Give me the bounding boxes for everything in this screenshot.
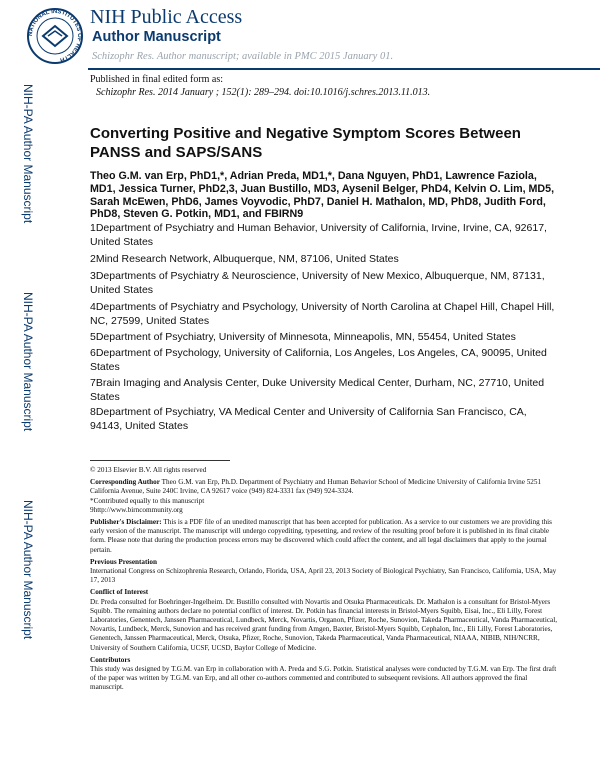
- affiliation-6: 6Department of Psychology, University of California, Los Angeles, Los Angeles, CA, 90095, United States: [90, 347, 547, 373]
- affiliation-2: 2Mind Research Network, Albuquerque, NM, 87106, United States: [90, 253, 399, 265]
- affiliation-5: 5Department of Psychiatry, University of Minnesota, Minneapolis, MN, 55454, United States: [90, 331, 516, 343]
- side-label-top: NIH-PA Author Manuscript: [21, 84, 35, 224]
- journal-availability-line: Schizophr Res. Author manuscript; available in PMC 2015 January 01.: [92, 51, 394, 62]
- footnote-rule: [90, 460, 230, 461]
- corresponding-author-label: Corresponding Author: [90, 478, 160, 487]
- footnotes: [90, 466, 560, 693]
- author-manuscript-label: Author Manuscript: [92, 29, 221, 45]
- equal-contribution-note: *Contributed equally to this manuscript: [90, 496, 205, 505]
- nih-public-access-title: NIH Public Access: [90, 6, 243, 28]
- publisher-disclaimer-label: Publisher's Disclaimer:: [90, 518, 162, 527]
- contributors-heading: Contributors: [90, 655, 131, 664]
- published-label: Published in final edited form as:: [90, 74, 224, 85]
- conflict-of-interest-heading: Conflict of Interest: [90, 588, 149, 597]
- affiliation-3: 3Departments of Psychiatry & Neuroscience, University of New Mexico, Albuquerque, NM, 87131, United States: [90, 270, 545, 296]
- seal-text: NATIONAL INSTITUTES OF HEALTH: [27, 8, 83, 63]
- nih-seal-logo: [25, 6, 85, 66]
- author-list: Theo G.M. van Erp, PhD1,*, Adrian Preda, MD1,*, Dana Nguyen, PhD1, Lawrence Faziola, MD1, Jessica Turner, PhD2,3, Juan Bustillo, MD3, Aysenil Belger, PhD4, Kelvin O. Lim, MD5, Sarah McEwen, PhD6, James Voyvodic, PhD7, Daniel H. Mathalon, MD, PhD8, Judith Ford, PhD8, Steven G. Potkin, MD1, and FBIRN9: [90, 170, 555, 221]
- affiliation-7: 7Brain Imaging and Analysis Center, Duke University Medical Center, Durham, NC, 27710, United States: [90, 377, 545, 403]
- header-rule: [88, 68, 600, 70]
- side-label-bottom: NIH-PA Author Manuscript: [21, 500, 35, 640]
- affiliation-1: 1Department of Psychiatry and Human Behavior, University of California, Irvine, Irvine, CA, 92617, United States: [90, 222, 547, 248]
- paper-title: Converting Positive and Negative Symptom Scores Between PANSS and SAPS/SANS: [90, 125, 521, 161]
- publication-info: [90, 73, 430, 99]
- previous-presentation-text: International Congress on Schizophrenia Research, Orlando, Florida, USA, April 23, 2013 Society of Biological Psychiatry, San Francisco, California, USA, May 17, 2013: [90, 567, 557, 585]
- affiliation-4: 4Departments of Psychiatry and Psychology, University of North Carolina at Chapel Hill, Chapel Hill, NC, 27599, United States: [90, 301, 555, 327]
- corresponding-author-text: Theo G.M. van Erp, Ph.D. Department of Psychiatry and Human Behavior School of Medicine University of California Irvine 5251 California Avenue, Suite 240C Irvine, CA 92617 voice (949) 824-3331 fax (949) 924-3324.: [90, 478, 542, 496]
- corresponding-author: [90, 478, 560, 496]
- citation: Schizophr Res. 2014 January ; 152(1): 289–294. doi:10.1016/j.schres.2013.11.013.: [96, 87, 431, 98]
- publisher-disclaimer-text: This is a PDF file of an unedited manuscript that has been accepted for publication. As a service to our customers we are providing this early version of the manuscript. The manuscript will undergo copyediting, typesetting, and review of the resulting proof before it is published in its final citable form. Please note that during the production process errors may be discovered which could affect the content, and all legal disclaimers that apply to the journal pertain.: [90, 518, 552, 554]
- conflict-of-interest-text: Dr. Preda consulted for Boehringer-Ingelheim. Dr. Bustillo consulted with Novartis and Otsuka Pharmaceuticals. Dr. Mathalon is a consultant for Bristol-Myers Squibb. The remaining authors declare no potential conflict of interest. Dr. Potkin has financial interests in Bristol-Myers Squibb, Eisai, Inc., Eli Lilly, Forest Laboratories, Genentech, Janssen Pharmaceutical, Lundbeck, Merck, Novartis, Organon, Pfizer, Roche, Sunovion, Takeda Pharmaceutical, Vanda Pharmaceutical, Novartis, Lundbeck, Merck, Sunovion and has received grant funding from Amgen, Baxter, Bristol-Myers Squibb, Cephalon, Inc., Eli Lilly, Forest Laboratories, Genentech, Janssen Pharmaceutical, Merck, Otsuka, Pfizer, Roche, Sunovion, Takeda Pharmaceutical, Vanda Pharmaceutical, NIAAA, NIBIB, NIH/NCRR, University of Southern California, UCSF, UCSD, Baylor College of Medicine.: [90, 597, 558, 652]
- publisher-disclaimer: [90, 518, 560, 555]
- copyright-line: © 2013 Elsevier B.V. All rights reserved: [90, 466, 207, 474]
- side-label-middle: NIH-PA Author Manuscript: [21, 292, 35, 432]
- birn-url-link[interactable]: 9http://www.birncommunity.org: [90, 505, 183, 514]
- affiliation-8: 8Department of Psychiatry, VA Medical Center and University of California San Francisco, CA, 94143, United States: [90, 406, 527, 432]
- contributors-text: This study was designed by T.G.M. van Erp in collaboration with A. Preda and S.G. Potkin. Statistical analyses were conducted by T.G.M. van Erp. The first draft of the paper was written by T.G.M. van Erp, and all other co-authors commented and contributed to subsequent revisions. All authors approved the final manuscript.: [90, 665, 557, 692]
- previous-presentation-heading: Previous Presentation: [90, 557, 158, 566]
